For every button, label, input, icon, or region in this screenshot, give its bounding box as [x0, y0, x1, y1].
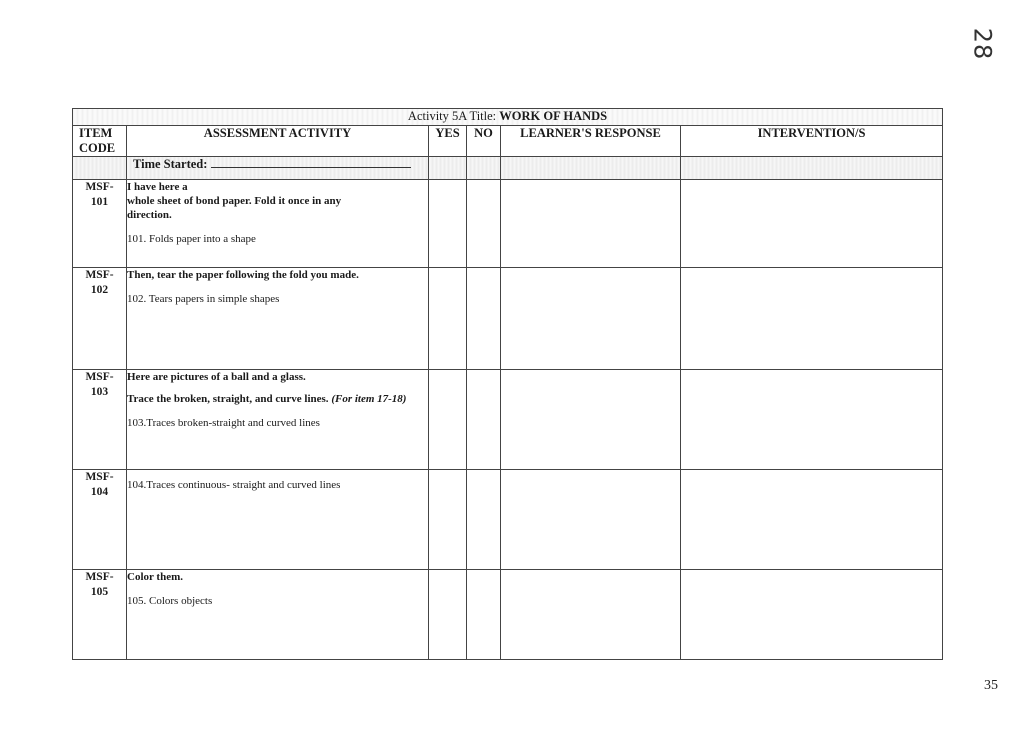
item-code-prefix: MSF- [85, 471, 114, 483]
no-checkbox-cell[interactable] [467, 370, 501, 470]
learners-response-cell[interactable] [501, 570, 681, 660]
item-code-cell [73, 470, 127, 570]
item-code-number: 102 [90, 284, 109, 296]
time-row-no-cell [467, 157, 501, 180]
intervention-cell[interactable] [681, 570, 943, 660]
activity-instruction: Then, tear the paper following the fold you made. [127, 269, 359, 281]
intervention-cell[interactable] [681, 370, 943, 470]
header-yes: YES [429, 126, 467, 157]
yes-checkbox-cell[interactable] [429, 570, 467, 660]
item-code-number: 105 [90, 586, 109, 598]
intervention-cell[interactable] [681, 470, 943, 570]
time-started-row [73, 157, 943, 180]
assessment-table [72, 108, 943, 660]
item-code-cell [73, 268, 127, 370]
time-started-cell [127, 157, 429, 180]
item-code-number: 103 [90, 386, 109, 398]
competency-text: 102. Tears papers in simple shapes [127, 293, 280, 305]
activity-instruction-2-text: Trace the broken, straight, and curve lines. [127, 393, 332, 405]
time-row-intervention-cell [681, 157, 943, 180]
activity-title [73, 109, 943, 126]
column-header-row [73, 126, 943, 157]
header-no: NO [467, 126, 501, 157]
activity-title-prefix: Activity 5A Title: [407, 109, 500, 123]
activity-instruction: Color them. [127, 571, 184, 583]
activity-cell [127, 180, 429, 268]
table-row [73, 370, 943, 470]
no-checkbox-cell[interactable] [467, 180, 501, 268]
activity-item-reference: (For item 17-18) [331, 393, 407, 405]
competency-text: 104.Traces continuous- straight and curved lines [127, 479, 341, 491]
yes-checkbox-cell[interactable] [429, 180, 467, 268]
table-row [73, 268, 943, 370]
item-code-cell [73, 570, 127, 660]
no-checkbox-cell[interactable] [467, 268, 501, 370]
table-title-row [73, 109, 943, 126]
time-row-response-cell [501, 157, 681, 180]
header-interventions: INTERVENTION/S [681, 126, 943, 157]
header-learners-response: LEARNER'S RESPONSE [501, 126, 681, 157]
time-started-label: Time Started: [133, 157, 208, 171]
learners-response-cell[interactable] [501, 470, 681, 570]
table-row [73, 470, 943, 570]
header-item-code [73, 126, 127, 157]
item-code-number: 101 [90, 196, 109, 208]
competency-text: 101. Folds paper into a shape [127, 233, 256, 245]
handwritten-page-note: 28 [968, 27, 997, 61]
time-row-yes-cell [429, 157, 467, 180]
activity-instruction-2 [127, 392, 428, 406]
activity-cell [127, 570, 429, 660]
yes-checkbox-cell[interactable] [429, 470, 467, 570]
table-row [73, 180, 943, 268]
competency-text: 103.Traces broken-straight and curved lines [127, 417, 320, 429]
item-code-prefix: MSF- [85, 181, 114, 193]
no-checkbox-cell[interactable] [467, 470, 501, 570]
time-started-field[interactable] [211, 157, 411, 168]
learners-response-cell[interactable] [501, 268, 681, 370]
yes-checkbox-cell[interactable] [429, 370, 467, 470]
intervention-cell[interactable] [681, 268, 943, 370]
header-item-code-line1: ITEM [79, 126, 113, 140]
item-code-prefix: MSF- [85, 269, 114, 281]
competency-text: 105. Colors objects [127, 595, 213, 607]
item-code-cell [73, 180, 127, 268]
intervention-cell[interactable] [681, 180, 943, 268]
activity-title-name: WORK OF HANDS [499, 109, 608, 123]
activity-cell [127, 370, 429, 470]
page-number: 35 [984, 678, 998, 693]
activity-instruction: Here are pictures of a ball and a glass. [127, 371, 306, 383]
header-assessment-activity: ASSESSMENT ACTIVITY [127, 126, 429, 157]
item-code-cell [73, 370, 127, 470]
time-row-code-cell [73, 157, 127, 180]
item-code-prefix: MSF- [85, 571, 114, 583]
no-checkbox-cell[interactable] [467, 570, 501, 660]
activity-cell [127, 470, 429, 570]
activity-instruction: I have here a whole sheet of bond paper. Fold it once in any direction. [127, 181, 342, 221]
item-code-prefix: MSF- [85, 371, 114, 383]
item-code-number: 104 [90, 486, 109, 498]
header-item-code-line2: CODE [79, 141, 116, 155]
activity-cell [127, 268, 429, 370]
table-row [73, 570, 943, 660]
learners-response-cell[interactable] [501, 180, 681, 268]
learners-response-cell[interactable] [501, 370, 681, 470]
yes-checkbox-cell[interactable] [429, 268, 467, 370]
